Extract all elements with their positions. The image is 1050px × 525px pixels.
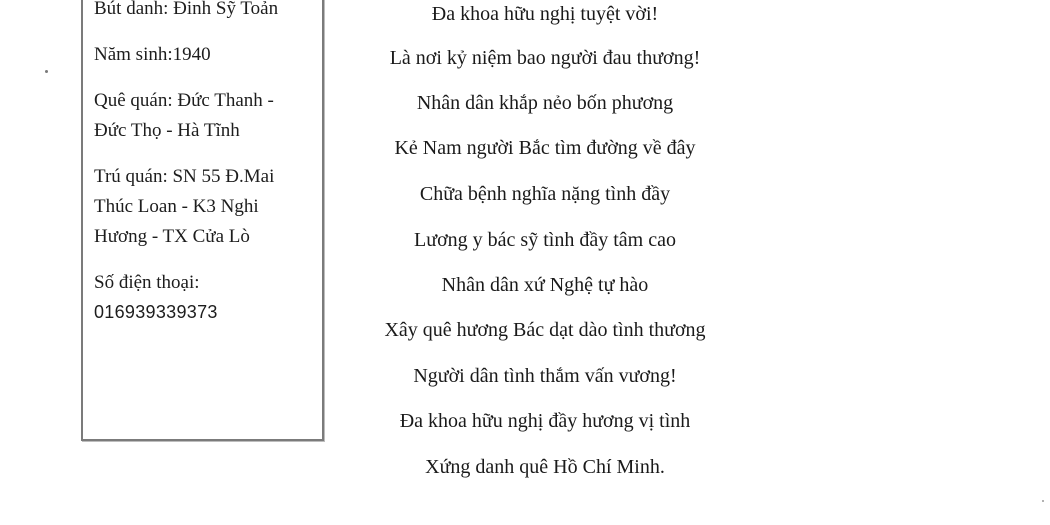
poem-line: Xứng danh quê Hồ Chí Minh. — [425, 456, 665, 478]
poem-line: Đa khoa hữu nghị đầy hương vị tình — [399, 410, 691, 432]
poem-line: Kẻ Nam người Bắc tìm đường về đây — [394, 137, 696, 159]
poem-line: Người dân tình thắm vấn vương! — [413, 365, 677, 387]
hometown-line-1: Quê quán: Đức Thanh - — [94, 90, 274, 111]
poem-line: Là nơi kỷ niệm bao người đau thương! — [389, 47, 701, 69]
phone-label: Số điện thoại: — [94, 272, 200, 293]
poem-line: Nhân dân xứ Nghệ tự hào — [441, 274, 649, 296]
poem — [345, 0, 745, 525]
poem-line: Chữa bệnh nghĩa nặng tình đầy — [419, 183, 671, 205]
poem-line: Xây quê hương Bác dạt dào tình thương — [384, 319, 706, 341]
scan-speck — [1042, 500, 1044, 502]
hometown-line-2: Đức Thọ - Hà Tĩnh — [94, 120, 240, 141]
birth-year: Năm sinh:1940 — [94, 44, 211, 65]
pen-name: Bút danh: Đinh Sỹ Toản — [94, 0, 279, 19]
author-info-box — [81, 0, 324, 441]
poem-line: Nhân dân khắp nẻo bốn phương — [416, 92, 674, 114]
phone-number: 016939339373 — [94, 302, 218, 322]
residence-line-2: Thúc Loan - K3 Nghi — [94, 196, 259, 217]
scan-speck — [45, 70, 48, 73]
residence-line-3: Hương - TX Cửa Lò — [94, 226, 250, 247]
residence-line-1: Trú quán: SN 55 Đ.Mai — [94, 166, 275, 187]
poem-line: Lương y bác sỹ tình đầy tâm cao — [414, 229, 676, 251]
poem-line: Đa khoa hữu nghị tuyệt vời! — [431, 3, 659, 25]
